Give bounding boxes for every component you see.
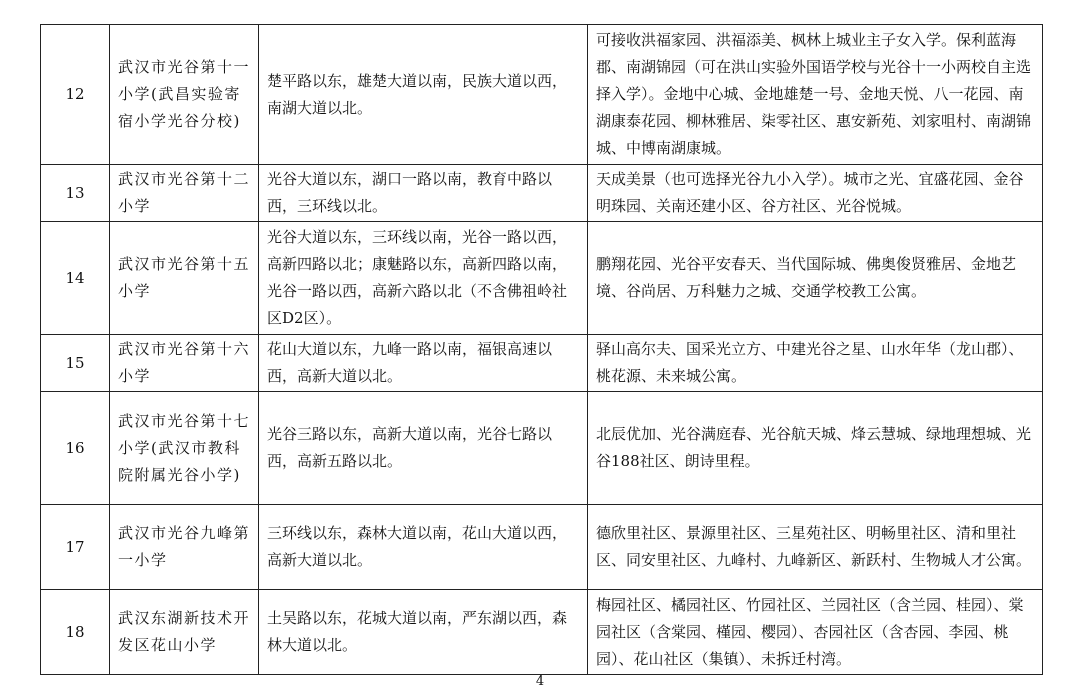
school-name: 武汉市光谷第十五小学 — [110, 222, 259, 335]
community-list: 梅园社区、橘园社区、竹园社区、兰园社区（含兰园、桂园）、棠园社区（含棠园、槿园、樱园）、杏园社区（含杏园、李园、桃园）、花山社区（集镇）、未拆迁村湾。 — [588, 590, 1043, 675]
community-list: 可接收洪福家园、洪福添美、枫林上城业主子女入学。保利蓝海郡、南湖锦园（可在洪山实验外国语学校与光谷十一小两校自主选择入学）。金地中心城、金地雄楚一号、金地天悦、八一花园、南湖康泰花园、柳林雅居、柒零社区、惠安新苑、刘家咀村、南湖锦城、中博南湖康城。 — [588, 25, 1043, 165]
school-name: 武汉东湖新技术开发区花山小学 — [110, 590, 259, 675]
table-row — [41, 392, 1043, 505]
row-number: 15 — [41, 335, 110, 392]
community-list: 德欣里社区、景源里社区、三星苑社区、明畅里社区、清和里社区、同安里社区、九峰村、九峰新区、新跃村、生物城人才公寓。 — [588, 505, 1043, 590]
row-number: 17 — [41, 505, 110, 590]
enrollment-range: 光谷大道以东，三环线以南，光谷一路以西，高新四路以北；康魅路以东，高新四路以南，光谷一路以西，高新六路以北（不含佛祖岭社区D2区）。 — [259, 222, 588, 335]
enrollment-range: 光谷三路以东，高新大道以南，光谷七路以西，高新五路以北。 — [259, 392, 588, 505]
community-list: 天成美景（也可选择光谷九小入学）。城市之光、宜盛花园、金谷明珠园、关南还建小区、谷方社区、光谷悦城。 — [588, 165, 1043, 222]
row-number: 14 — [41, 222, 110, 335]
enrollment-range: 花山大道以东，九峰一路以南，福银高速以西，高新大道以北。 — [259, 335, 588, 392]
row-number: 13 — [41, 165, 110, 222]
school-name: 武汉市光谷第十二小学 — [110, 165, 259, 222]
school-name: 武汉市光谷第十七小学(武汉市教科院附属光谷小学) — [110, 392, 259, 505]
row-number: 12 — [41, 25, 110, 165]
community-list: 北辰优加、光谷满庭春、光谷航天城、烽云慧城、绿地理想城、光谷188社区、朗诗里程。 — [588, 392, 1043, 505]
table-row — [41, 25, 1043, 165]
enrollment-range: 三环线以东，森林大道以南，花山大道以西，高新大道以北。 — [259, 505, 588, 590]
community-list: 驿山高尔夫、国采光立方、中建光谷之星、山水年华（龙山郡）、桃花源、未来城公寓。 — [588, 335, 1043, 392]
table-row — [41, 165, 1043, 222]
table-row — [41, 222, 1043, 335]
enrollment-range: 土吴路以东，花城大道以南，严东湖以西，森林大道以北。 — [259, 590, 588, 675]
table-row — [41, 590, 1043, 675]
row-number: 16 — [41, 392, 110, 505]
community-list: 鹏翔花园、光谷平安春天、当代国际城、佛奥俊贤雅居、金地艺境、谷尚居、万科魅力之城、交通学校教工公寓。 — [588, 222, 1043, 335]
table-row — [41, 335, 1043, 392]
page-number: 4 — [535, 674, 545, 689]
school-name: 武汉市光谷九峰第一小学 — [110, 505, 259, 590]
school-name: 武汉市光谷第十六小学 — [110, 335, 259, 392]
school-district-table — [40, 24, 1043, 675]
school-name: 武汉市光谷第十一小学(武昌实验寄宿小学光谷分校) — [110, 25, 259, 165]
enrollment-range: 楚平路以东，雄楚大道以南，民族大道以西，南湖大道以北。 — [259, 25, 588, 165]
enrollment-range: 光谷大道以东，湖口一路以南，教育中路以西，三环线以北。 — [259, 165, 588, 222]
row-number: 18 — [41, 590, 110, 675]
table-row — [41, 505, 1043, 590]
